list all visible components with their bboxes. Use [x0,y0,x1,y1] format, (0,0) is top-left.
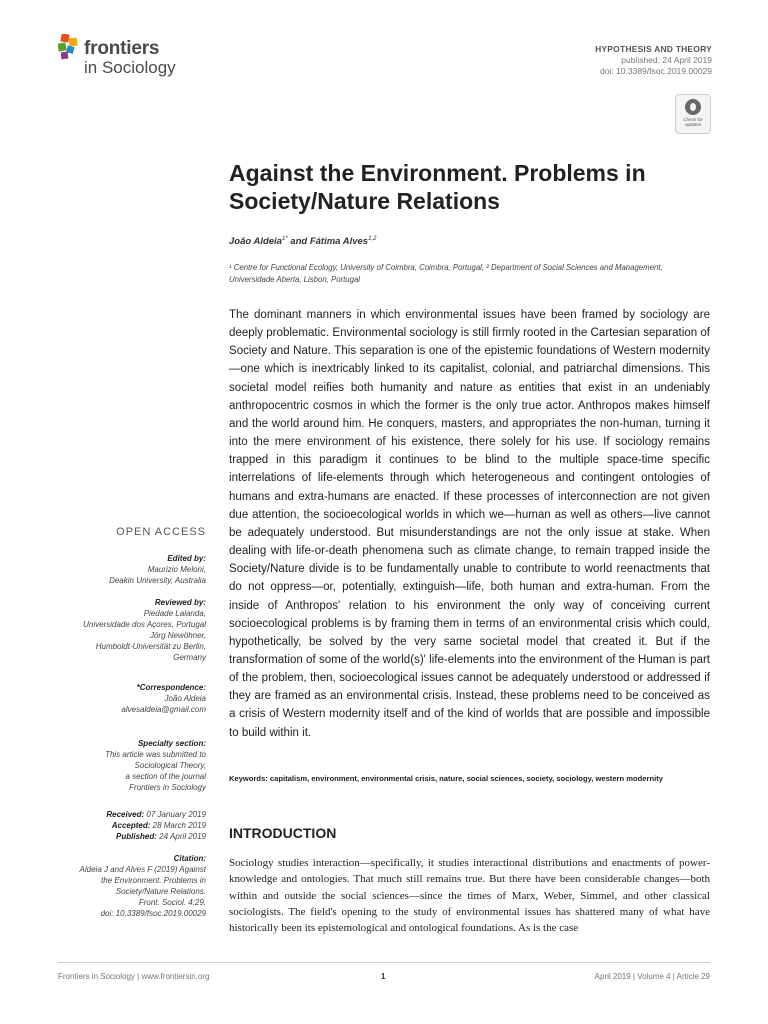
reviewer-1-name[interactable]: Piedade Lalanda, [143,609,206,618]
footer-issue: April 2019 | Volume 4 | Article 29 [594,972,710,981]
page-number: 1 [381,972,386,981]
accepted-value: 28 March 2019 [150,821,206,830]
received-label: Received: [106,810,145,819]
section-heading-introduction: INTRODUCTION [229,825,337,841]
specialty-line: Frontiers in Sociology [129,783,206,792]
affiliations: ¹ Centre for Functional Ecology, University of Coimbra, Coimbra, Portugal, ² Department of Social Sciences and Management, Universidade Aberta, Lisbon, Portugal [229,263,663,284]
citation-doi[interactable]: doi: 10.3389/fsoc.2019.00029 [100,909,206,918]
reviewer-2-name[interactable]: Jörg Newöhner, [149,631,206,640]
reviewer-2-country: Germany [173,653,206,662]
author-2-affil: 1,2 [368,236,377,242]
reviewed-by-block [36,597,206,663]
introduction-paragraph: Sociology studies interaction—specifically, it studies interactional distributions and enactments of power-knowledge and ontologies. That much still remains true. But there have been considerable changes—both within and outside the social sciences—since the times of Marx, Weber, Simmel, and other classical sociologists. The field's opening to the study of environmental issues has shattered many of what have historically been its epistemological and ontological foundations. As is the case [229,857,710,935]
published-value: 24 April 2019 [156,832,206,841]
editor-name[interactable]: Maurizio Meloni, [147,565,206,574]
crossmark-button[interactable] [675,94,711,134]
citation-line: Front. Sociol. 4:29. [138,898,206,907]
article-meta [595,44,712,77]
correspondence-name: João Aldeia [164,694,206,703]
author-1-affil: 1* [281,236,288,242]
author-list [229,236,376,247]
citation-label: Citation: [173,854,206,863]
specialty-label: Specialty section: [137,739,206,748]
footer-journal[interactable]: Frontiers in Sociology | www.frontiersin.org [58,972,210,981]
citation-block [36,853,206,919]
accepted-date [36,820,206,831]
author-1[interactable]: João Aldeia [229,236,282,248]
logo-journal: in Sociology [84,58,176,77]
frontiers-logo-icon [58,34,80,60]
specialty-line: This article was submitted to [105,750,206,759]
reviewed-by-label: Reviewed by: [154,598,206,607]
author-2[interactable]: Fátima Alves [309,236,369,248]
editor-institution: Deakin University, Australia [109,576,206,585]
footer-divider [58,962,710,963]
published-date-side [36,831,206,842]
crossmark-icon [685,99,701,115]
edited-by-label: Edited by: [167,554,206,563]
reviewer-1-institution: Universidade dos Açores, Portugal [83,620,206,629]
specialty-line: a section of the journal [125,772,206,781]
correspondence-label: *Correspondence: [136,683,206,692]
reviewer-2-institution: Humboldt-Universität zu Berlin, [95,642,206,651]
dates-block [36,809,206,842]
correspondence-email[interactable]: alvesaldeia@gmail.com [121,705,206,714]
article-title: Against the Environment. Problems in Society/Nature Relations [229,160,646,214]
article-doi[interactable]: doi: 10.3389/fsoc.2019.00029 [599,66,712,76]
citation-line: Society/Nature Relations. [115,887,206,896]
specialty-line: Sociological Theory, [134,761,206,770]
citation-line: Aldeia J and Alves F (2019) Against [79,865,206,874]
published-date: published: 24 April 2019 [621,55,712,65]
received-value: 07 January 2019 [144,810,206,819]
crossmark-label: Check for updates [683,117,703,127]
specialty-block [36,738,206,793]
keywords: Keywords: capitalism, environment, environmental crisis, nature, social sciences, society, sociology, western modernity [229,774,663,783]
logo-brand: frontiers [84,38,160,59]
citation-line: the Environment. Problems in [101,876,206,885]
correspondence-block [36,682,206,715]
open-access-label: OPEN ACCESS [116,526,206,538]
accepted-label: Accepted: [111,821,151,830]
author-and: and [287,236,310,248]
journal-logo [58,34,198,80]
article-type: HYPOTHESIS AND THEORY [595,44,712,54]
edited-by-block [36,553,206,586]
abstract: The dominant manners in which environmental issues have been framed by sociology are deeply problematic. Environmental sociology is still firmly rooted in the Cartesian separation of Society and Nature. This separation is one of the epistemic foundations of Western modernity—one which is inextricably linked to its capitalist, colonial, and patriarchal dimensions. This societal model reifies both humanity and nature as entities that exist in an undeniably anthropocentric cosmos in which the former is the only true actor. Anthropos makes himself and the world around him. He conquers, masters, and appropriates the non-human, turning it into the mere environment of his existence, there solely for his use. If sociology remains trapped in this paradigm it continues to be blind to the multiple space-time specific interrelations of life-elements through which heterogeneous and contingent ontologies of humans and extra-humans are enacted. If these processes of interconnection are not given due attention, the socioecological worlds in which we—human as well as others—live cannot be adequately understood. But misunderstandings are not the only issue at stake. When dealing with life-or-death phenomena such as climate change, to remain trapped inside the Society/Nature divide is to be fundamentally unable to contribute to world reenactments that do not oppress—or, potentially, extinguish—life, both human and extra-human. From the inside of Anthropos' relation to his environment the only way of conceiving current socioecological problems is by framing them in terms of an environmental crisis which could, hypothetically, be solved by the very same societal model that created it. But if the transformation of some of the world(s)' life-elements into the environment of the Human is part of the problem, then, socioecological issues cannot be adequately understood or addressed if they are framed as an environmental crisis. Instead, these problems need to be conceived as a crisis of Western modernity itself and of the kind of worlds that are possible and impossible to build within it. [229,309,710,739]
received-date [36,809,206,820]
published-label: Published: [116,832,157,841]
